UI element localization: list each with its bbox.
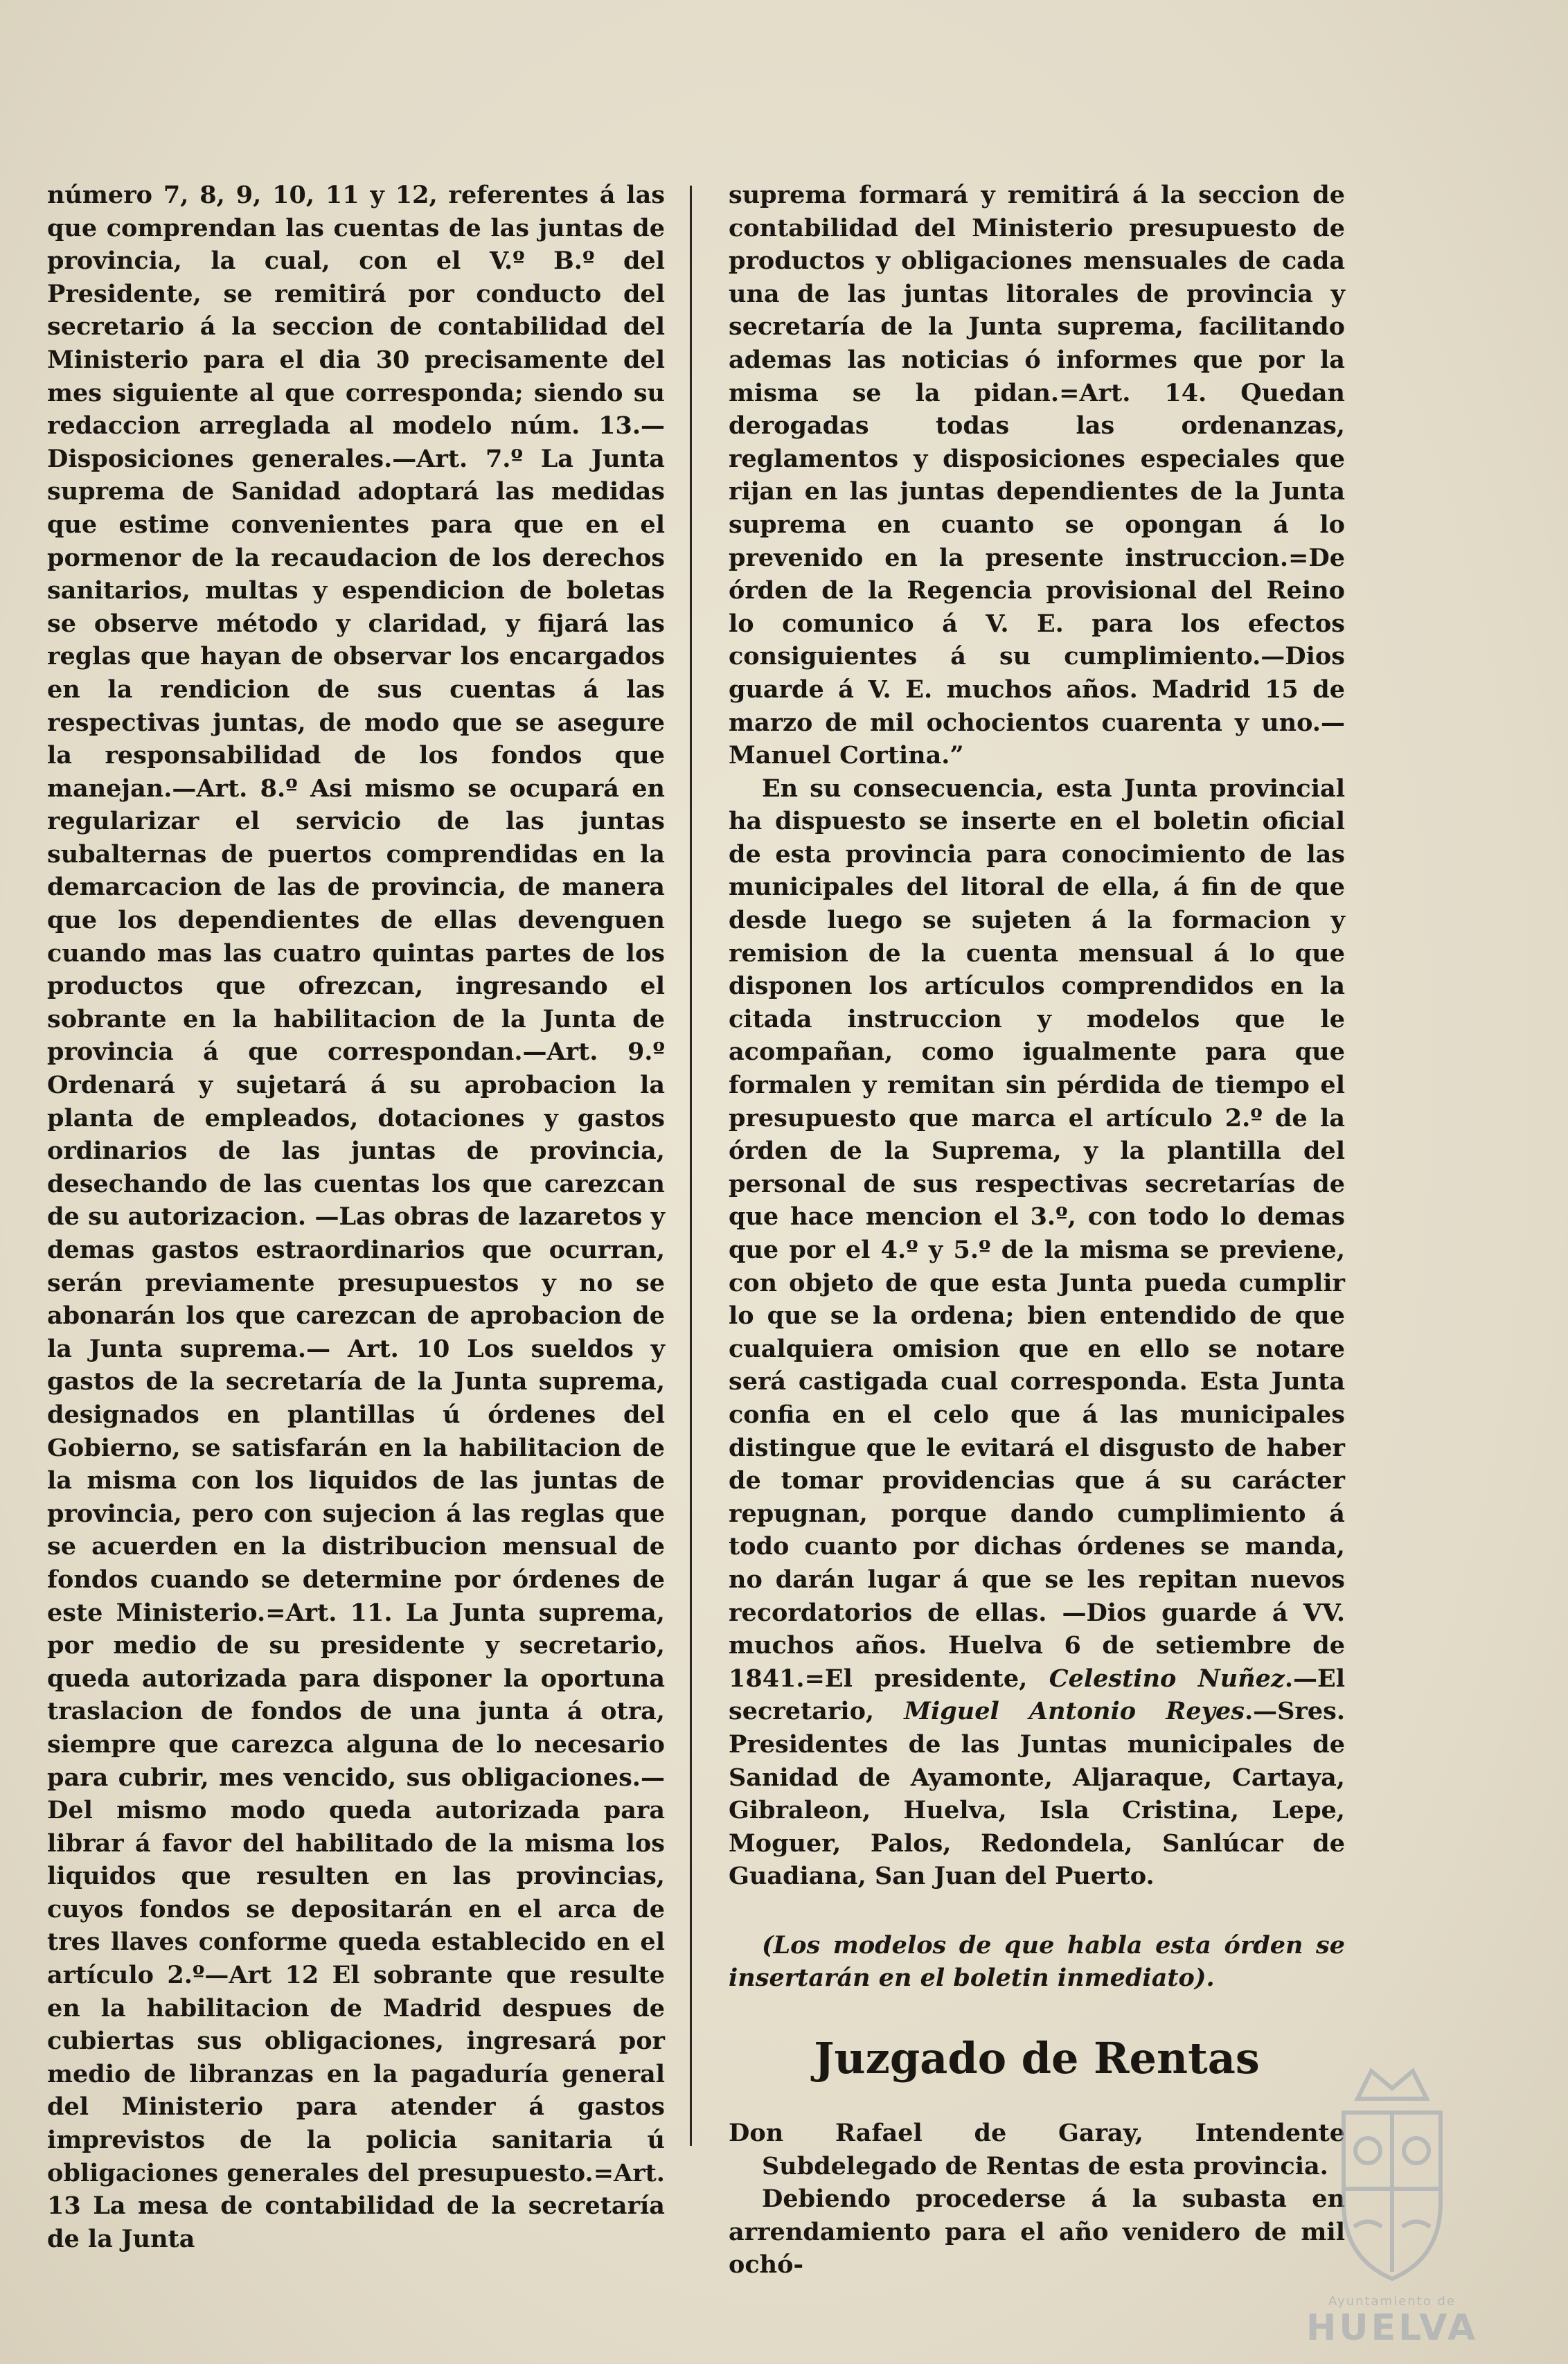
president-name: Celestino Nuñez bbox=[1049, 1664, 1285, 1693]
left-column bbox=[47, 179, 665, 2255]
subasta-paragraph: Debiendo procederse á la subasta en arrendamiento para el año venidero de mil ochó- bbox=[729, 2185, 1345, 2279]
left-body-text: número 7, 8, 9, 10, 11 y 12, referentes á las que comprendan las cuentas de las juntas de provincia, la cual, con el V.º B.º del Presidente, se remitirá por conducto del secretario á la seccion de contabilidad del Ministerio para el dia 30 precisamente del mes siguiente al que corresponda; siendo su redaccion arreglada al modelo núm. 13.—Disposiciones generales.—Art. 7.º La Junta suprema de Sanidad adoptará las medidas que estime convenientes para que en el pormenor de la recaudacion de los derechos sanitarios, multas y espendicion de boletas se observe método y claridad, y fijará las reglas que hayan de observar los encargados en la rendicion de sus cuentas á las respectivas juntas, de modo que se asegure la responsabilidad de los fondos que manejan.—Art. 8.º Asi mismo se ocupará en regularizar el servicio de las juntas subalternas de puertos comprendidas en la demarcacion de las de provincia, de manera que los dependientes de ellas devenguen cuando mas las cuatro quintas partes de los productos que ofrezcan, ingresando el sobrante en la habilitacion de la Junta de provincia á que correspondan.—Art. 9.º Ordenará y sujetará á su aprobacion la planta de empleados, dotaciones y gastos ordinarios de las juntas de provincia, desechando de las cuentas los que carezcan de su autorizacion. —Las obras de lazaretos y demas gastos estraordinarios que ocurran, serán previamente presupuestos y no se abonarán los que carezcan de aprobacion de la Junta suprema.— Art. 10 Los sueldos y gastos de la secretaría de la Junta suprema, designados en plantillas ú órdenes del Gobierno, se satisfarán en la habilitacion de la misma con los liquidos de las juntas de provincia, pero con sujecion á las reglas que se acuerden en la distribucion mensual de fondos cuando se determine por órdenes de este Ministerio.=Art. 11. La Junta suprema, por medio de su presidente y secretario, queda autorizada para disponer la oportuna traslacion de fondos de una junta á otra, siempre que carezca alguna de lo necesario para cubrir, mes vencido, sus obligaciones.—Del mismo modo queda autorizada para librar á favor del habilitado de la misma los liquidos que resulten en las provincias, cuyos fondos se depositarán en el arca de tres llaves conforme queda establecido en el artículo 2.º—Art 12 El sobrante que resulte en la habilitacion de Madrid despues de cubiertas sus obligaciones, ingresará por medio de libranzas en la pagaduría general del Ministerio para atender á gastos imprevistos de la policia sanitaria ú obligaciones generales del presupuesto.=Art. 13 La mesa de contabilidad de la secretaría de la Junta bbox=[47, 181, 665, 2253]
intendente-line: Don Rafael de Garay, Intendente Subdelegado de Rentas de esta provincia. bbox=[729, 2119, 1345, 2180]
models-note: (Los modelos de que habla esta órden se insertarán en el boletin inmediato). bbox=[729, 1930, 1345, 1993]
section-title: Juzgado de Rentas bbox=[814, 2033, 1260, 2084]
column-divider bbox=[690, 186, 692, 2146]
watermark-name: HUELVA bbox=[1306, 2307, 1479, 2349]
crest-icon bbox=[1281, 2050, 1503, 2293]
watermark-seal bbox=[1281, 2050, 1503, 2349]
right-body-continuation: suprema formará y remitirá á la seccion de contabilidad del Ministerio presupuesto de productos y obligaciones mensuales de cada una de las juntas litorales de provincia y secretaría de la Junta suprema, facilitando ademas las noticias ó informes que por la misma se la pidan.=Art. 14. Quedan derogadas todas las ordenanzas, reglamentos y disposiciones especiales que rijan en las juntas dependientes de la Junta suprema en cuanto se opongan á lo prevenido en la presente instruccion.=De órden de la Regencia provisional del Reino lo comunico á V. E. para los efectos consiguientes á su cumplimiento.—Dios guarde á V. E. muchos años. Madrid 15 de marzo de mil ochocientos cuarenta y uno.— Manuel Cortina.” bbox=[729, 181, 1345, 770]
provincial-junta-paragraph: En su consecuencia, esta Junta provincial ha dispuesto se inserte en el boletin oficial de esta provincia para conocimiento de las municipales del litoral de ella, á fin de que desde luego se sujeten á la formacion y remision de la cuenta mensual á lo que disponen los artículos comprendidos en la citada instruccion y modelos que le acompañan, como igualmente para que formalen y remitan sin pérdida de tiempo el presupuesto que marca el artículo 2.º de la órden de la Suprema, y la plantilla del personal de sus respectivas secretarías de que hace mencion el 3.º, con todo lo demas que por el 4.º y 5.º de la misma se previene, con objeto de que esta Junta pueda cumplir lo que se la ordena; bien entendido de que cualquiera omision que en ello se notare será castigada cual corresponda. Esta Junta confia en el celo que á las municipales distingue que le evitará el disgusto de haber de tomar providencias que á su carácter repugnan, porque dando cumplimiento á todo cuanto por dichas órdenes se manda, no darán lugar á que se les repitan nuevos recordatorios de ellas. —Dios guarde á VV. muchos años. Huelva 6 de setiembre de 1841.=El presidente, Celestino Nuñez.—El secretario, Miguel Antonio Reyes.—Sres. Presidentes de las Juntas municipales de Sanidad de Ayamonte, Aljaraque, Cartaya, Gibraleon, Huelva, Isla Cristina, Lepe, Moguer, Palos, Redondela, Sanlúcar de Guadiana, San Juan del Puerto. bbox=[729, 774, 1346, 1891]
secretary-name: Miguel Antonio Reyes bbox=[904, 1697, 1245, 1726]
watermark-top: Ayuntamiento de bbox=[1328, 2294, 1456, 2309]
right-column bbox=[729, 179, 1345, 2282]
